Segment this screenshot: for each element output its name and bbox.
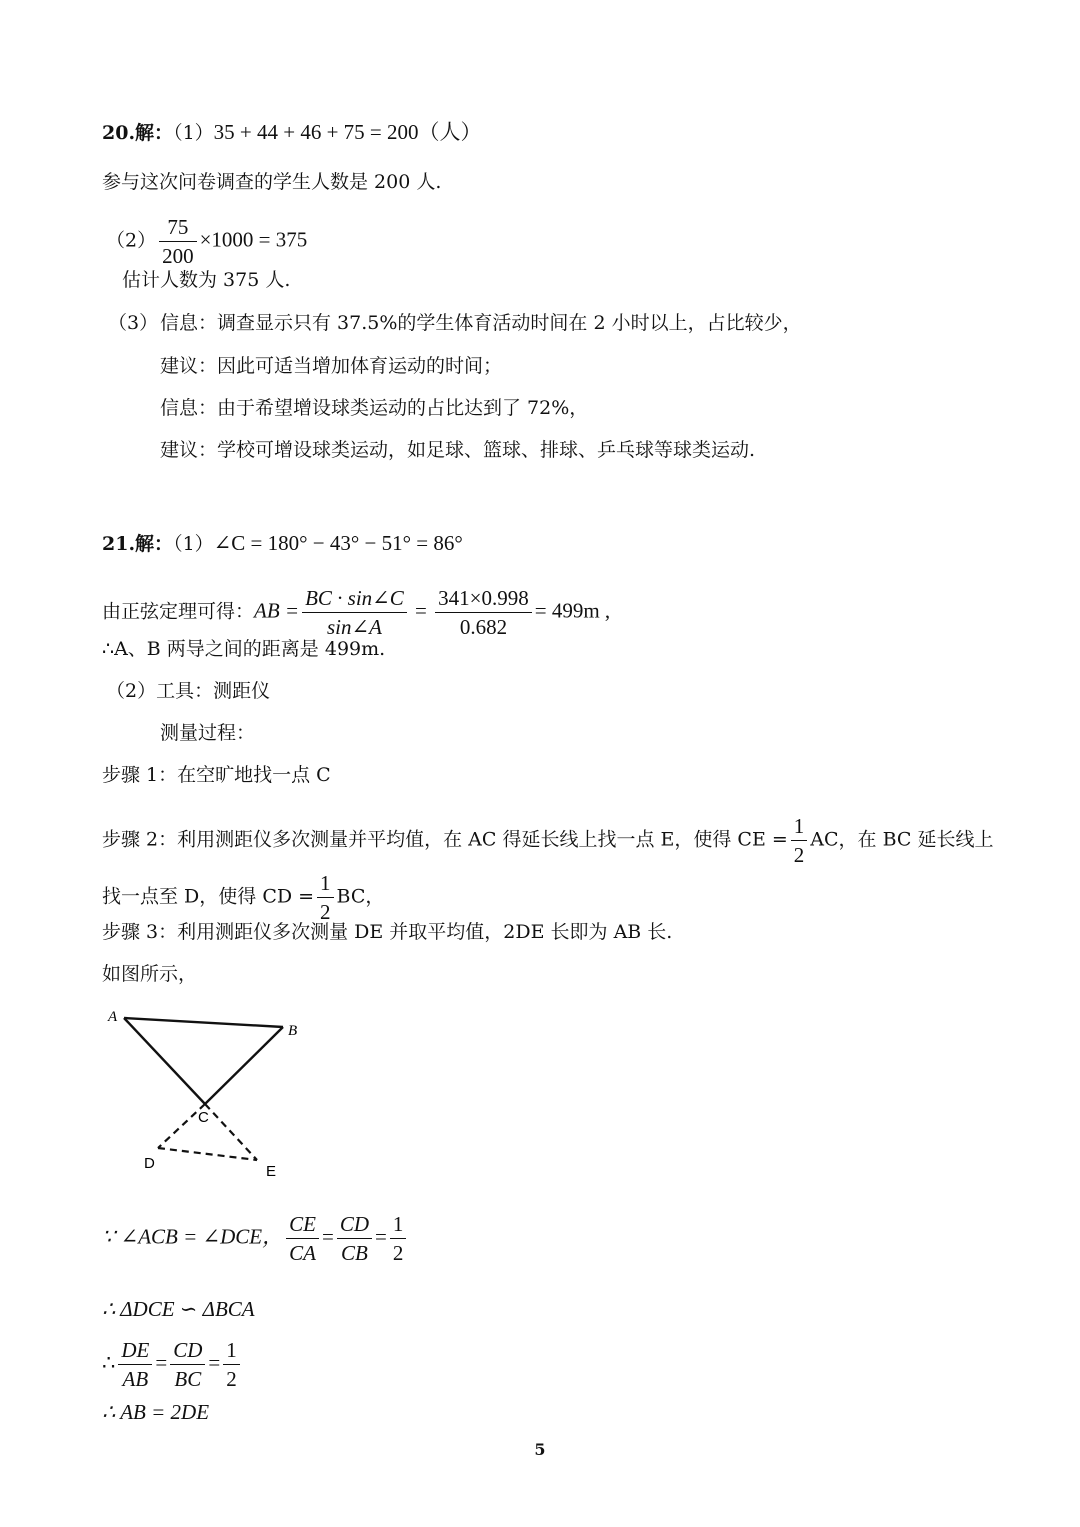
q20-part3-line-1: 信息：调查显示只有 37.5%的学生体育活动时间在 2 小时以上，占比较少， bbox=[160, 312, 802, 334]
q21-step-2-denominator-1: 2 bbox=[793, 843, 805, 867]
q21-because-numerator-2: CD bbox=[337, 1210, 372, 1239]
q20-part2-numerator: 75 bbox=[159, 213, 197, 242]
q21-step-2-numerator-1: 1 bbox=[791, 812, 808, 841]
q21-step-2-text-d: BC， bbox=[336, 885, 385, 908]
q21-because-numerator-1: CE bbox=[286, 1210, 319, 1239]
q20-part2-tag: （2） bbox=[106, 229, 157, 252]
q21-because-prefix: ∵ ∠ACB = ∠DCE， bbox=[102, 1224, 284, 1249]
q21-ratio-denominator-1: AB bbox=[122, 1367, 149, 1391]
point-label-e: E bbox=[266, 1163, 277, 1180]
q21-part2-tool: （2）工具：测距仪 bbox=[106, 680, 271, 702]
q21-label: 21.解： bbox=[102, 533, 174, 555]
q21-because-fraction-3 bbox=[390, 1210, 407, 1267]
q21-because-numerator-3: 1 bbox=[390, 1210, 407, 1239]
q21-sine-numerator-1: BC · sin∠C bbox=[302, 584, 407, 613]
q21-ratio-numerator-1: DE bbox=[118, 1336, 152, 1365]
q21-because-fraction-1 bbox=[286, 1210, 319, 1267]
q21-ratio-prefix: ∴ bbox=[102, 1350, 116, 1375]
q21-step-2-denominator-2: 2 bbox=[320, 900, 331, 924]
q21-step-2-numerator-2: 1 bbox=[317, 869, 334, 898]
q21-sine-numerator-2: 341×0.998 bbox=[435, 584, 532, 613]
q21-step-3: 步骤 3：利用测距仪多次测量 DE 并取平均值，2DE 长即为 AB 长. bbox=[102, 921, 673, 943]
point-label-a: A bbox=[108, 1009, 118, 1025]
q21-ratio-denominator-2: BC bbox=[174, 1367, 202, 1391]
q20-part2-rest: ×1000 = 375 bbox=[199, 227, 308, 252]
q20-part1-answer: 参与这次问卷调查的学生人数是 200 人. bbox=[102, 171, 442, 193]
q20-part1-tag: （1） bbox=[173, 122, 214, 144]
q21-step-2-fraction-1 bbox=[791, 812, 808, 869]
q21-step-2-text-a: 步骤 2：利用测距仪多次测量并平均值，在 AC 得延长线上找一点 E，使得 CE = bbox=[102, 828, 788, 851]
q20-part3-line-4: 建议：学校可增设球类运动，如足球、篮球、排球、乒乓球等球类运动. bbox=[160, 439, 756, 461]
q21-ratio-numerator-2: CD bbox=[170, 1336, 205, 1365]
q21-because-denominator-1: CA bbox=[289, 1241, 316, 1265]
q21-sine-fraction-1 bbox=[302, 584, 407, 641]
q21-part1-tag: （1） bbox=[173, 533, 214, 555]
q21-similar-triangles: ∴ ΔDCE ∽ ΔBCA bbox=[102, 1297, 255, 1321]
q21-because-denominator-2: CB bbox=[341, 1241, 368, 1265]
q21-sine-prefix: 由正弦定理可得： bbox=[102, 600, 255, 623]
q20-part1-line bbox=[102, 120, 482, 145]
q21-as-shown: 如图所示， bbox=[102, 963, 198, 985]
triangle-diagram bbox=[100, 1002, 320, 1192]
q21-final-result: ∴ AB = 2DE bbox=[102, 1400, 210, 1424]
q21-step-2-text-c: 找一点至 D，使得 CD = bbox=[102, 885, 315, 908]
q21-because-denominator-3: 2 bbox=[392, 1241, 404, 1265]
q20-part2-answer: 估计人数为 375 人. bbox=[122, 269, 291, 291]
q21-step-2-line-1 bbox=[102, 812, 994, 869]
q20-part2-fraction bbox=[159, 213, 197, 270]
q21-sine-denominator-1: sin∠A bbox=[326, 615, 382, 639]
segment-ce-dashed bbox=[205, 1104, 257, 1160]
q21-step-1: 步骤 1：在空旷地找一点 C bbox=[102, 764, 331, 786]
q21-because-line: ∵ ∠ACB = ∠DCE， $\frac{CE}{CA}$ = $\frac{CD}{CB}$ = $\frac{1}{2}$ bbox=[102, 1210, 409, 1267]
q21-ratio-numerator-3: 1 bbox=[223, 1336, 240, 1365]
q21-part1-conclusion: ∴A、B 两导之间的距离是 499m. bbox=[102, 638, 386, 660]
segment-ab bbox=[124, 1018, 283, 1027]
q21-ratio-line: ∴ $\frac{DE}{AB}$ = $\frac{CD}{BC}$ = $\frac{1}{2}$ bbox=[102, 1336, 243, 1393]
q20-part3-line-3: 信息：由于希望增设球类运动的占比达到了 72%， bbox=[160, 397, 589, 419]
q21-step-2-line-2 bbox=[102, 869, 384, 926]
segment-ac bbox=[124, 1018, 205, 1104]
q21-because-fraction-2 bbox=[337, 1210, 372, 1267]
page-number: 5 bbox=[534, 1440, 546, 1459]
q21-step-2-fraction-2 bbox=[317, 869, 334, 926]
q21-ratio-fraction-2 bbox=[170, 1336, 205, 1393]
segment-bc bbox=[205, 1027, 283, 1104]
segment-de-dashed bbox=[158, 1148, 257, 1160]
q20-part1-expression: 35 + 44 + 46 + 75 = 200（人） bbox=[213, 120, 482, 144]
q20-part2-denominator: 200 bbox=[162, 244, 194, 268]
q21-part1-expression: ∠C = 180° − 43° − 51° = 86° bbox=[213, 531, 463, 555]
q21-sine-result: = 499m , bbox=[534, 598, 611, 623]
q21-sine-denominator-2: 0.682 bbox=[459, 615, 508, 639]
q20-label: 20.解： bbox=[102, 122, 174, 144]
q20-part3-tag: （3） bbox=[108, 312, 159, 334]
q21-sine-ab: AB = bbox=[254, 598, 300, 623]
q21-ratio-fraction-3 bbox=[223, 1336, 240, 1393]
q21-sine-fraction-2 bbox=[435, 584, 532, 641]
point-label-b: B bbox=[288, 1023, 298, 1039]
q21-part2-process: 测量过程： bbox=[160, 722, 256, 744]
q20-part3-line-2: 建议：因此可适当增加体育运动的时间； bbox=[160, 355, 503, 377]
q21-part1-line bbox=[102, 531, 463, 556]
point-label-d: D bbox=[144, 1155, 155, 1172]
q21-step-2-text-b: AC，在 BC 延长线上 bbox=[810, 828, 994, 851]
point-label-c: C bbox=[198, 1109, 209, 1126]
q21-ratio-denominator-3: 2 bbox=[226, 1367, 237, 1391]
q21-sine-rule-line: 由正弦定理可得：AB = $\frac{BC \cdot \sin\angle C}{\sin\angle A}$ = $\frac{341\times 0.998}{0.682}$ = 499m , bbox=[102, 586, 611, 639]
q20-part2-line bbox=[106, 213, 307, 270]
q21-ratio-fraction-1 bbox=[118, 1336, 152, 1393]
